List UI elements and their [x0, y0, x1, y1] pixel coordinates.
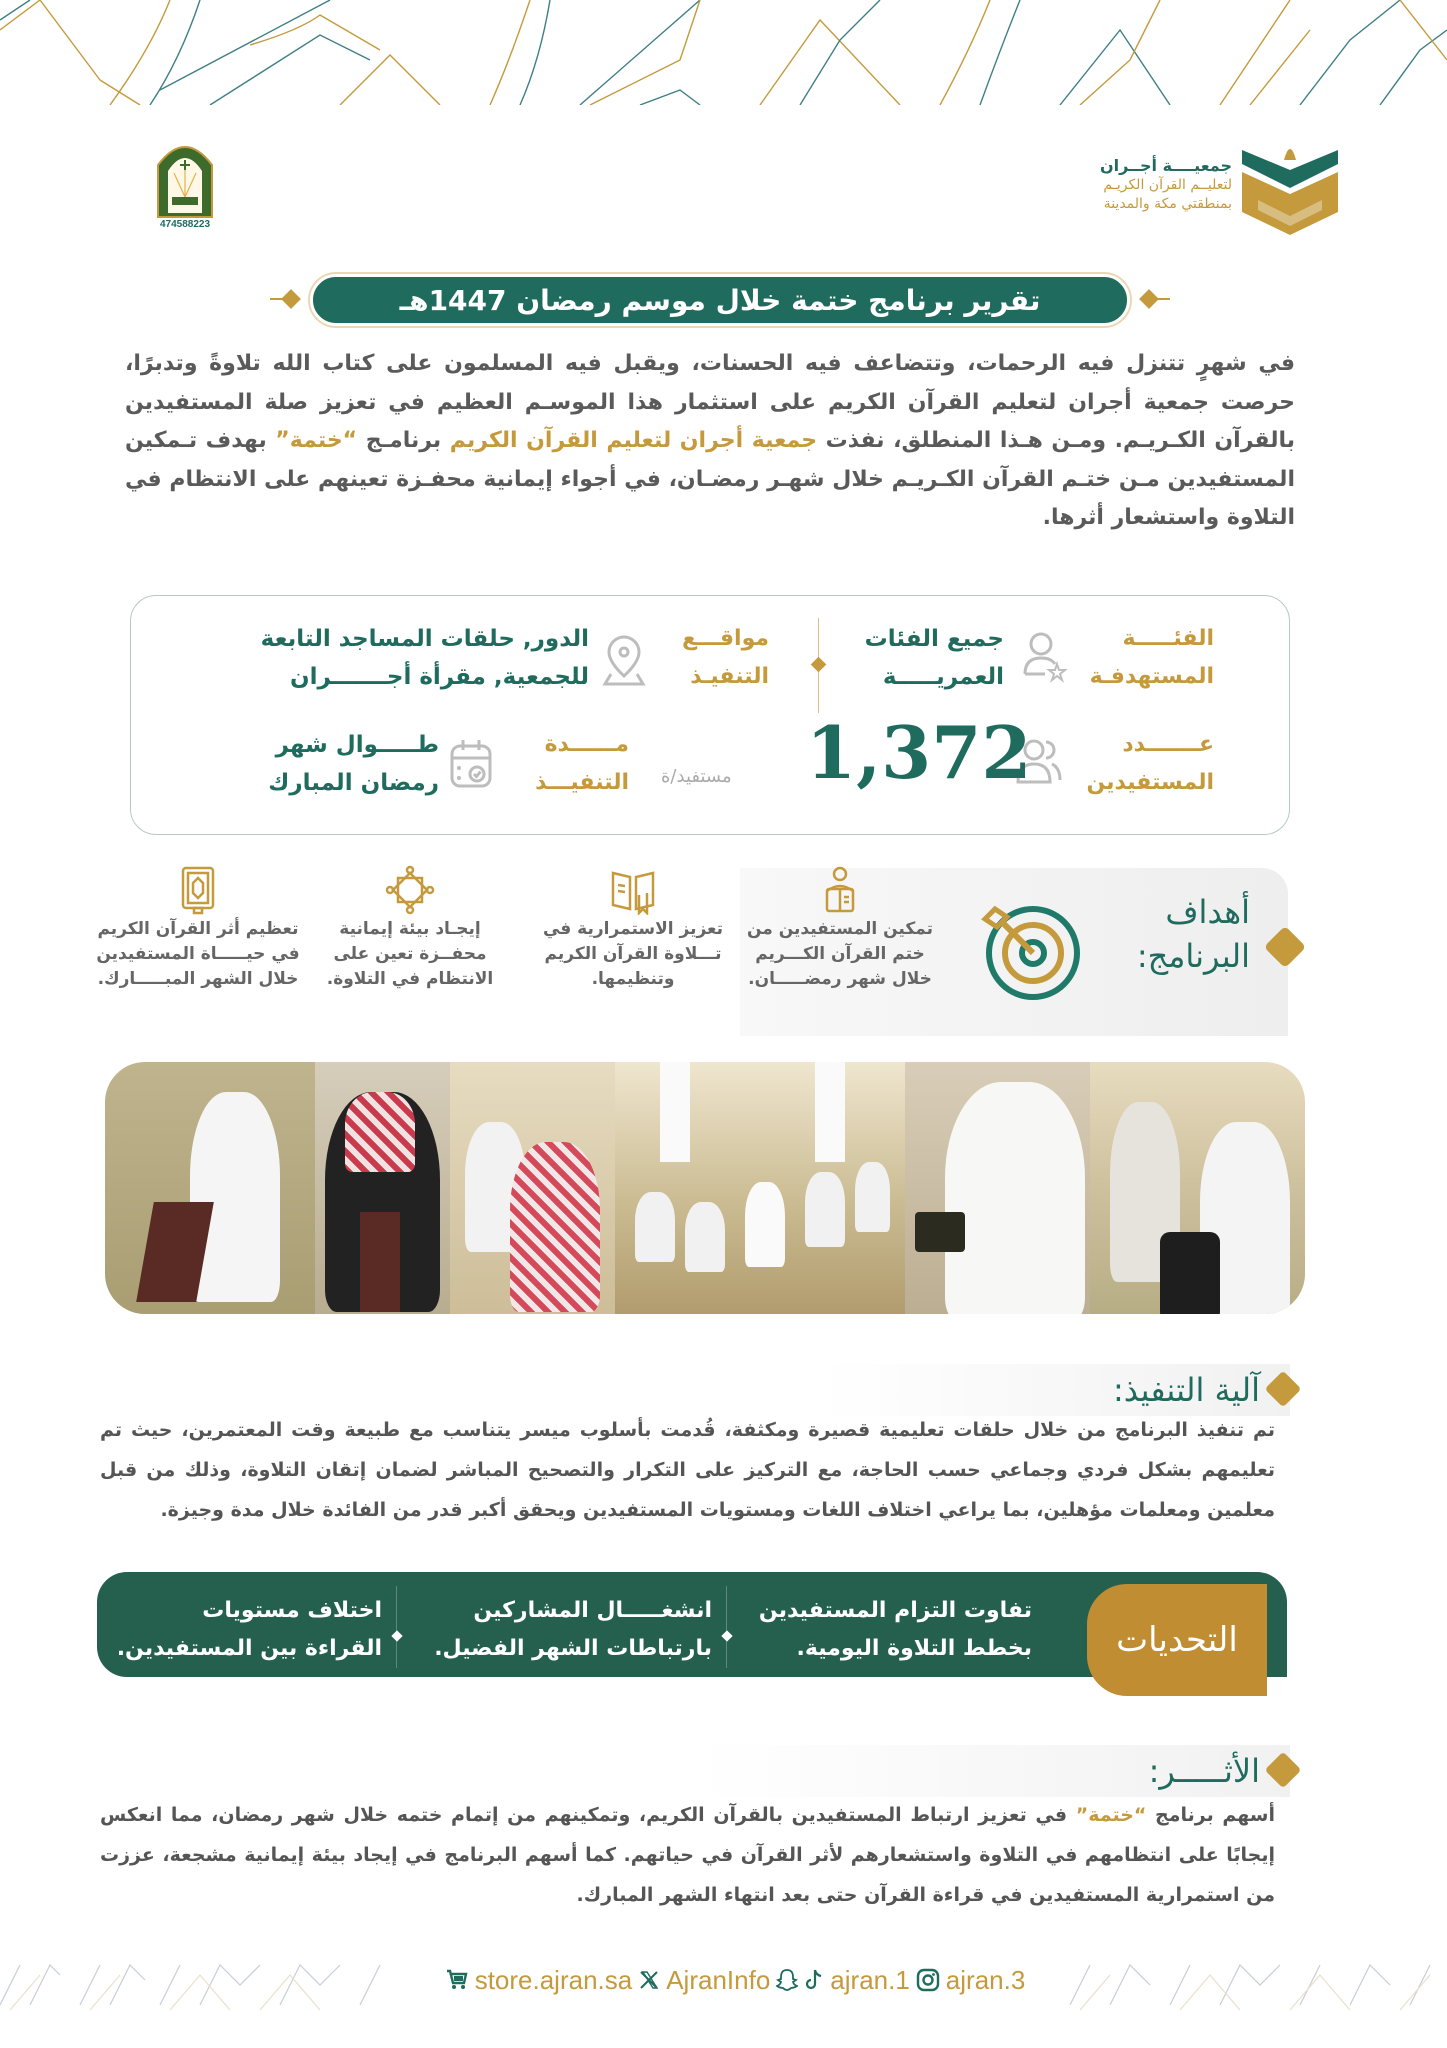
intro-highlight-program: “ختمة”: [275, 428, 358, 453]
challenge-item: [759, 1592, 1032, 1668]
tiktok-icon: [804, 1968, 824, 1992]
target-arrow-icon: [975, 895, 1085, 1005]
ministry-number: 474588223: [159, 219, 211, 230]
target-group-label: الفئـــــة المستهدفـة: [1089, 626, 1214, 689]
open-book-icon: [608, 865, 658, 915]
reader-book-icon: [815, 865, 865, 915]
beneficiaries-label: عـــــــدد المستفيدين: [1086, 732, 1214, 795]
page-title: تقرير برنامج ختمة خلال موسم رمضان 1447هـ: [399, 283, 1041, 317]
challenge-line2: بخطط التلاوة اليومية.: [796, 1636, 1032, 1661]
photo-1: [1090, 1062, 1305, 1314]
x-logo-icon: [638, 1969, 660, 1991]
duration-value-line2: رمضان المبارك: [268, 770, 439, 796]
photo-2: [905, 1062, 1090, 1314]
logo-line-1: جمعيــــة أجــران: [1099, 156, 1232, 175]
challenge-line1: اختلاف مستويات: [202, 1598, 382, 1623]
goal-text: إيجـاد بيئة إيمانية محفــزة تعين على الانتظام في التلاوة.: [326, 919, 494, 989]
goal-text: تعزيز الاستمرارية في تـــلاوة القرآن الكريم وتنظيمها.: [542, 919, 724, 989]
mushaf-icon: [173, 865, 223, 915]
store-link[interactable]: store.ajran.sa: [474, 1964, 633, 1995]
locations-value-line2: للجمعية, مقرأة أجـــــــران: [290, 664, 589, 690]
challenge-line1: تفاوت التزام المستفيدين: [758, 1598, 1032, 1623]
impact-header: [700, 1745, 1290, 1797]
intro-paragraph: [125, 345, 1295, 538]
intro-text-3: بهدف تـمكين المستفيدين مـن ختـم القرآن الكـريـم خلال شهـر رمضـان، في أجواء إيمانية محفـزة تعينهم على الانتظام في التلاوة واستشعار أثرها.: [125, 428, 1295, 530]
goals-title: أهداف البرنامج:: [1136, 893, 1250, 975]
impact-title: الأثـــــر:: [1148, 1752, 1260, 1790]
duration-value: [209, 726, 439, 802]
instagram-icon: [916, 1968, 940, 1992]
intro-highlight-org: جمعية أجران لتعليم القرآن الكريم: [449, 428, 818, 453]
snap-tiktok-handle-link[interactable]: ajran.1: [830, 1964, 910, 1995]
duration-label: مــــــدة التنفيـــذ: [535, 732, 629, 795]
challenge-item: [434, 1592, 712, 1668]
logo-line-3: بمنطقتي مكة والمدينة: [1103, 196, 1232, 212]
photo-3: [615, 1062, 905, 1314]
logo-line-2: لتعليــم القرآن الكريـم: [1103, 177, 1232, 193]
footer-social-links: [395, 1958, 1075, 2002]
mechanism-title: آلية التنفيذ:: [1113, 1371, 1260, 1409]
challenge-divider: [396, 1586, 397, 1668]
impact-text-1: أسهم برنامج: [1146, 1804, 1275, 1826]
ajran-logo: [1040, 130, 1340, 240]
instagram-handle-link[interactable]: ajran.3: [945, 1964, 1026, 1995]
challenge-divider-dot: [391, 1630, 402, 1641]
photo-6: [105, 1062, 315, 1314]
title-banner: [270, 268, 1170, 332]
duration-value-line1: طـــــوال شهر: [275, 732, 439, 758]
decorative-top-pattern: [0, 0, 1447, 105]
locations-value-line1: الدور, حلقات المساجد التابعة: [260, 626, 589, 652]
locations-value: [209, 620, 589, 696]
challenge-line2: بارتباطات الشهر الفضيل.: [434, 1636, 712, 1661]
challenges-box: [97, 1572, 1287, 1677]
intro-text-2: برنامـج: [357, 428, 450, 453]
impact-paragraph: [100, 1795, 1275, 1915]
map-pin-icon: [599, 634, 649, 690]
mechanism-text: تم تنفيذ البرنامج من خلال حلقات تعليمية قصيرة ومكثفة، قُدمت بأسلوب ميسر يتناسب مع طبيعة وقت المعتمرين، حيث تم تعليمهم بشكل فردي وجماعي حسب الحاجة، مع التركيز على التكرار والتصحيح المباشر لضمان إتقان التلاوة، وذلك من قبل معلمين ومعلمات مؤهلين، بما يراعي اختلاف اللغات ومستويات المستفيدين ويحقق أكبر قدر من الفائدة خلال مدة وجيزة.: [100, 1419, 1275, 1521]
goal-text: تعظيم أثر القرآن الكريم في حيـــــاة المستفيدين خلال الشهر المبـــــارك.: [96, 919, 300, 989]
goal-item: [315, 865, 505, 992]
beneficiaries-count: 1,372: [806, 710, 1032, 795]
goal-text: تمكين المستفيدين من ختم القرآن الكـــريم خلال شهر رمضـــــان.: [746, 919, 934, 989]
impact-text-2: في تعزيز ارتباط المستفيدين بالقرآن الكريم، وتمكينهم من إتمام ختمه خلال شهر رمضان، مما انعكس إيجابًا على انتظامهم في التلاوة واستشعارهم لأثر القرآن في حياتهم. كما أسهم البرنامج في إيجاد بيئة إيمانية مشجعة، عززت من استمرارية المستفيدين في قراءة القرآن حتى بعد انتهاء الشهر المبارك.: [100, 1804, 1275, 1906]
impact-diamond-icon: [1265, 1752, 1302, 1789]
cart-icon: [445, 1968, 469, 1992]
ajran-emblem-icon: [1240, 130, 1340, 240]
challenge-divider-dot: [721, 1630, 732, 1641]
intro-text-1: في شهرٍ تتنزل فيه الرحمات، وتتضاعف فيه الحسنات، ويقبل فيه المسلمون على كتاب الله تلاوةً وتدبرًا، حرصت جمعية أجران لتعليم القرآن الكريم على استثمار هذا الموسـم العظيم في تعزيز صلة المستفيدين بالقرآن الكـريـم. ومـن هـذا المنطلق، نفذت: [125, 351, 1295, 453]
islamic-star-icon: [385, 865, 435, 915]
divider-diamond: [811, 657, 827, 673]
goal-item: [745, 865, 935, 992]
challenge-divider: [726, 1586, 727, 1668]
user-star-icon: [1019, 628, 1069, 684]
challenge-line2: القراءة بين المستفيدين.: [116, 1636, 382, 1661]
x-handle-link[interactable]: AjranInfo: [666, 1964, 771, 1995]
ministry-emblem-icon: [140, 135, 230, 219]
program-info-card: [130, 595, 1290, 835]
challenges-label: التحديات: [1087, 1584, 1267, 1696]
photo-5: [315, 1062, 450, 1314]
locations-label: مواقـــع التنفيـذ: [682, 626, 769, 689]
beneficiaries-unit: مستفيد/ة: [661, 766, 732, 787]
calendar-check-icon: [447, 736, 497, 792]
target-group-value: جميع الفئات العمريـــــة: [864, 626, 1004, 690]
mechanism-header: [820, 1364, 1290, 1416]
goal-item: [88, 865, 308, 992]
challenge-item: [117, 1592, 382, 1668]
goal-item: [538, 865, 728, 992]
program-photos: [105, 1062, 1305, 1314]
snapchat-icon: [776, 1968, 798, 1992]
impact-highlight: “ختمة”: [1075, 1804, 1147, 1826]
photo-4: [450, 1062, 615, 1314]
ministry-logo: [140, 135, 230, 235]
mechanism-diamond-icon: [1265, 1371, 1302, 1408]
challenge-line1: انشغـــــال المشاركين: [473, 1598, 712, 1623]
